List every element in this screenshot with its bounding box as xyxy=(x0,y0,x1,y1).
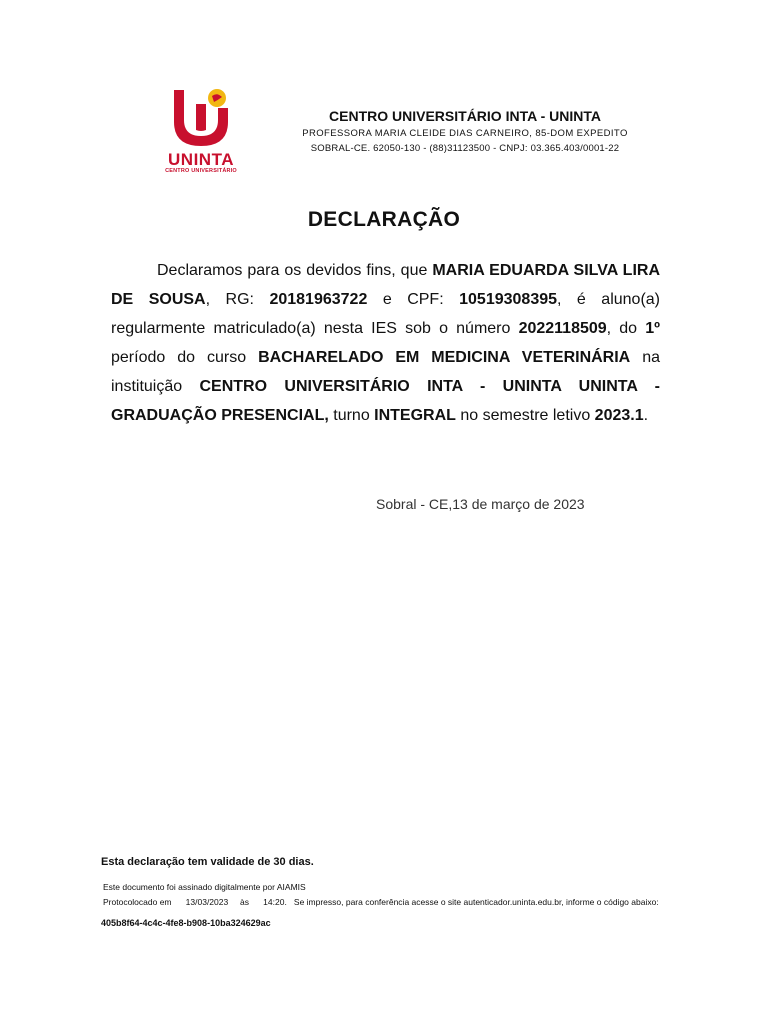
body-text-3: e CPF: xyxy=(367,291,460,308)
logo-subtitle: CENTRO UNIVERSITÁRIO xyxy=(165,168,237,174)
body-text-6: período do curso xyxy=(111,349,259,366)
shift: INTEGRAL xyxy=(374,407,456,424)
document-title: DECLARAÇÃO xyxy=(307,208,461,231)
protocol-note: Protocolocado em 13/03/2023 às 14:20. Se impresso, para conferência acesse o site autenticador.uninta.edu.br, informe o código abaixo: xyxy=(103,897,659,907)
body-text-2: , RG: xyxy=(205,291,270,308)
verification-code: 405b8f64-4c4c-4fe8-b908-10ba324629ac xyxy=(101,918,271,928)
semester: 2023.1 xyxy=(594,407,644,424)
student-cpf: 10519308395 xyxy=(459,291,558,308)
course-period: 1º xyxy=(645,320,660,337)
logo-wordmark: UNINTA xyxy=(168,150,234,169)
body-text-8: turno xyxy=(328,407,375,424)
uninta-logo xyxy=(160,86,242,178)
validity-note: Esta declaração tem validade de 30 dias. xyxy=(101,856,314,868)
institution-name: CENTRO UNIVERSITÁRIO INTA - UNINTA xyxy=(329,108,601,124)
place-and-date: Sobral - CE,13 de março de 2023 xyxy=(376,496,585,512)
digital-signature-note: Este documento foi assinado digitalmente por AIAMIS xyxy=(103,882,306,892)
logo-stem xyxy=(196,104,206,131)
declaration-paragraph xyxy=(111,256,660,430)
body-text-10: . xyxy=(643,407,649,424)
body-text-4: , é aluno(a) regularmente matriculado(a) nesta IES sob o número xyxy=(111,291,661,337)
student-rg: 20181963722 xyxy=(269,291,368,308)
body-text-5: , do xyxy=(606,320,646,337)
enrollment-number: 2022118509 xyxy=(518,320,607,337)
institution-address: PROFESSORA MARIA CLEIDE DIAS CARNEIRO, 85-DOM EXPEDITO xyxy=(302,128,628,139)
course-name: BACHARELADO EM MEDICINA VETERINÁRIA xyxy=(258,349,631,366)
institution-contact: SOBRAL-CE. 62050-130 - (88)31123500 - CNPJ: 03.365.403/0001-22 xyxy=(310,143,620,154)
body-text-1: Declaramos para os devidos fins, que xyxy=(157,262,433,279)
student-name: MARIA EDUARDA SILVA LIRA DE SOUSA xyxy=(111,262,661,308)
body-text-7: na instituição xyxy=(111,349,660,395)
uninta-u-emblem xyxy=(160,86,242,150)
body-text-9: no semestre letivo xyxy=(455,407,595,424)
institution-mention: CENTRO UNIVERSITÁRIO INTA - UNINTA UNINTA - GRADUAÇÃO PRESENCIAL, xyxy=(111,378,660,424)
